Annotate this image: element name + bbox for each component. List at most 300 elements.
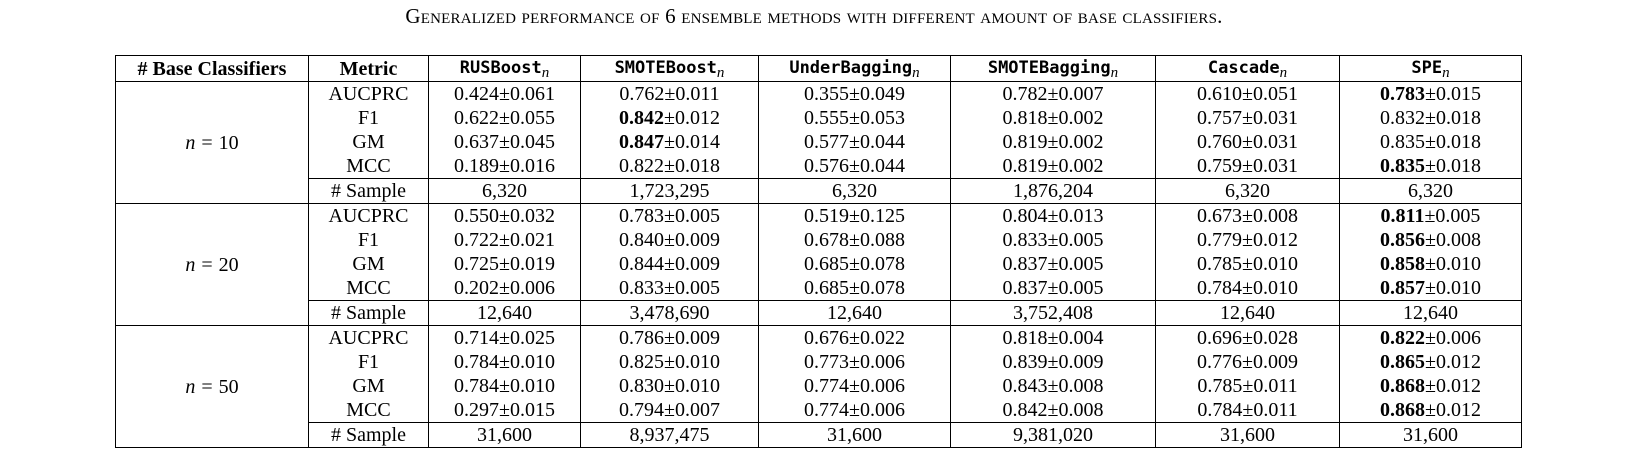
value-cell xyxy=(1340,398,1522,423)
value-cell xyxy=(581,252,759,276)
table-row xyxy=(116,154,1522,179)
value-cell xyxy=(429,374,581,398)
method-subscript: n xyxy=(716,65,725,81)
n-variable: n xyxy=(185,375,196,398)
results-table xyxy=(115,55,1522,448)
table-row xyxy=(116,276,1522,301)
value-mean: 0.774 xyxy=(804,399,849,421)
value-cell xyxy=(1340,106,1522,130)
value-cell xyxy=(951,276,1156,301)
value-mean: 0.622 xyxy=(454,107,499,129)
value-cell xyxy=(759,276,951,301)
value-std: ±0.005 xyxy=(1047,229,1104,251)
sample-value: 9,381,020 xyxy=(951,423,1156,448)
value-mean: 0.868 xyxy=(1380,375,1425,397)
value-std: ±0.004 xyxy=(1047,327,1104,349)
value-cell xyxy=(429,228,581,252)
sample-value: 12,640 xyxy=(759,301,951,326)
value-std: ±0.031 xyxy=(1242,155,1298,177)
sample-label: # Sample xyxy=(309,301,429,326)
value-std: ±0.005 xyxy=(1047,253,1104,275)
value-mean: 0.678 xyxy=(804,229,849,251)
value-cell xyxy=(1156,228,1340,252)
value-cell xyxy=(951,252,1156,276)
n-value: 50 xyxy=(218,375,239,398)
value-std: ±0.012 xyxy=(1425,399,1481,421)
value-mean: 0.839 xyxy=(1002,351,1048,373)
value-mean: 0.785 xyxy=(1197,253,1242,275)
sample-value: 6,320 xyxy=(1156,179,1340,204)
value-cell xyxy=(1156,350,1340,374)
sample-value: 31,600 xyxy=(429,423,581,448)
value-std: ±0.016 xyxy=(499,155,555,177)
value-std: ±0.011 xyxy=(1242,375,1298,397)
value-std: ±0.078 xyxy=(849,253,905,275)
value-mean: 0.822 xyxy=(619,155,664,177)
value-std: ±0.008 xyxy=(1242,205,1298,227)
value-mean: 0.786 xyxy=(619,327,664,349)
value-std: ±0.014 xyxy=(664,131,720,153)
value-std: ±0.006 xyxy=(849,351,905,373)
table-row xyxy=(116,374,1522,398)
sample-label: # Sample xyxy=(309,179,429,204)
value-cell xyxy=(951,398,1156,423)
value-mean: 0.804 xyxy=(1002,205,1048,227)
value-std: ±0.018 xyxy=(1425,155,1481,177)
value-std: ±0.002 xyxy=(1047,155,1104,177)
value-cell xyxy=(581,374,759,398)
value-cell xyxy=(1340,374,1522,398)
value-mean: 0.819 xyxy=(1002,131,1048,153)
value-std: ±0.010 xyxy=(1425,253,1481,275)
value-mean: 0.832 xyxy=(1380,107,1425,129)
table-row xyxy=(116,228,1522,252)
value-mean: 0.842 xyxy=(619,107,664,129)
metric-cell: AUCPRC xyxy=(309,204,429,229)
value-cell xyxy=(429,82,581,107)
value-cell xyxy=(581,326,759,351)
table-row xyxy=(116,350,1522,374)
value-mean: 0.833 xyxy=(1002,229,1048,251)
value-std: ±0.078 xyxy=(849,277,905,299)
method-subscript: n xyxy=(1110,65,1119,81)
header-base-classifiers: # Base Classifiers xyxy=(116,56,309,82)
value-cell xyxy=(1156,326,1340,351)
method-name: RUSBoost xyxy=(459,58,542,78)
value-cell xyxy=(429,252,581,276)
value-cell xyxy=(581,130,759,154)
value-std: ±0.006 xyxy=(849,399,905,421)
value-std: ±0.015 xyxy=(499,399,555,421)
sample-row xyxy=(116,179,1522,204)
value-cell xyxy=(1156,374,1340,398)
value-std: ±0.012 xyxy=(664,107,720,129)
value-mean: 0.825 xyxy=(619,351,664,373)
value-cell xyxy=(1340,130,1522,154)
value-mean: 0.856 xyxy=(1380,229,1425,251)
value-mean: 0.576 xyxy=(804,155,849,177)
value-mean: 0.685 xyxy=(804,277,849,299)
header-method-spe xyxy=(1340,56,1522,82)
value-std: ±0.011 xyxy=(1242,399,1298,421)
value-std: ±0.010 xyxy=(664,375,720,397)
value-std: ±0.010 xyxy=(1425,277,1481,299)
value-std: ±0.010 xyxy=(499,375,555,397)
table-row xyxy=(116,130,1522,154)
value-mean: 0.297 xyxy=(454,399,499,421)
value-cell xyxy=(1340,252,1522,276)
sample-row xyxy=(116,301,1522,326)
value-std: ±0.006 xyxy=(849,375,905,397)
caption-text: Generalized performance of 6 ensemble methods with different amount of base classifiers. xyxy=(405,4,1223,28)
value-cell xyxy=(759,398,951,423)
value-mean: 0.189 xyxy=(454,155,499,177)
value-mean: 0.784 xyxy=(454,375,499,397)
table-row xyxy=(116,398,1522,423)
table-row xyxy=(116,326,1522,351)
value-std: ±0.010 xyxy=(1242,253,1298,275)
value-mean: 0.822 xyxy=(1380,327,1425,349)
group-n-label xyxy=(116,82,309,204)
value-mean: 0.784 xyxy=(1197,399,1243,421)
value-std: ±0.010 xyxy=(664,351,720,373)
value-mean: 0.355 xyxy=(804,83,849,105)
value-mean: 0.818 xyxy=(1002,327,1048,349)
value-mean: 0.577 xyxy=(804,131,849,153)
value-std: ±0.010 xyxy=(1242,277,1298,299)
method-subscript: n xyxy=(912,65,920,81)
header-method-cascade xyxy=(1156,56,1340,82)
method-name: SMOTEBagging xyxy=(987,58,1111,78)
sample-value: 1,876,204 xyxy=(951,179,1156,204)
method-name: Cascade xyxy=(1207,58,1280,78)
sample-value: 31,600 xyxy=(1340,423,1522,448)
value-std: ±0.008 xyxy=(1047,375,1104,397)
value-cell xyxy=(581,204,759,229)
group-n-label xyxy=(116,326,309,448)
n-value: 10 xyxy=(218,131,239,154)
value-std: ±0.061 xyxy=(499,83,555,105)
value-cell xyxy=(1156,106,1340,130)
value-std: ±0.008 xyxy=(1425,229,1481,251)
value-mean: 0.844 xyxy=(619,253,664,275)
value-cell xyxy=(1340,228,1522,252)
value-cell xyxy=(759,374,951,398)
value-std: ±0.009 xyxy=(1242,351,1298,373)
value-std: ±0.007 xyxy=(664,399,720,421)
value-std: ±0.015 xyxy=(1425,83,1481,105)
value-cell xyxy=(759,326,951,351)
value-mean: 0.774 xyxy=(804,375,849,397)
value-mean: 0.865 xyxy=(1380,351,1425,373)
value-mean: 0.818 xyxy=(1002,107,1048,129)
method-subscript: n xyxy=(1442,65,1450,81)
value-cell xyxy=(1156,252,1340,276)
value-cell xyxy=(1156,154,1340,179)
value-std: ±0.012 xyxy=(1242,229,1298,251)
header-method-smoteboost xyxy=(581,56,759,82)
value-mean: 0.696 xyxy=(1197,327,1242,349)
value-mean: 0.858 xyxy=(1380,253,1425,275)
table-row xyxy=(116,252,1522,276)
sample-value: 8,937,475 xyxy=(581,423,759,448)
value-cell xyxy=(1340,276,1522,301)
sample-value: 3,478,690 xyxy=(581,301,759,326)
sample-value: 6,320 xyxy=(1340,179,1522,204)
value-std: ±0.009 xyxy=(664,327,720,349)
value-std: ±0.008 xyxy=(1047,399,1104,421)
value-cell xyxy=(1156,398,1340,423)
sample-value: 12,640 xyxy=(1340,301,1522,326)
value-mean: 0.843 xyxy=(1002,375,1048,397)
value-std: ±0.049 xyxy=(849,83,905,105)
value-std: ±0.025 xyxy=(499,327,555,349)
value-std: ±0.012 xyxy=(1425,351,1481,373)
value-std: ±0.018 xyxy=(1425,131,1481,153)
value-cell xyxy=(581,350,759,374)
value-cell xyxy=(951,82,1156,107)
header-method-smotebagging xyxy=(951,56,1156,82)
value-mean: 0.842 xyxy=(1002,399,1048,421)
value-std: ±0.005 xyxy=(1424,205,1481,227)
n-value: 20 xyxy=(218,253,239,276)
value-cell xyxy=(429,154,581,179)
metric-cell: GM xyxy=(309,252,429,276)
value-std: ±0.088 xyxy=(849,229,905,251)
value-mean: 0.714 xyxy=(454,327,499,349)
value-cell xyxy=(951,326,1156,351)
value-std: ±0.028 xyxy=(1242,327,1298,349)
value-std: ±0.125 xyxy=(849,205,905,227)
value-cell xyxy=(581,276,759,301)
value-std: ±0.009 xyxy=(664,253,720,275)
value-mean: 0.784 xyxy=(454,351,499,373)
value-cell xyxy=(1156,82,1340,107)
value-mean: 0.773 xyxy=(804,351,849,373)
value-mean: 0.760 xyxy=(1197,131,1242,153)
value-mean: 0.840 xyxy=(619,229,664,251)
value-std: ±0.010 xyxy=(499,351,555,373)
value-mean: 0.725 xyxy=(454,253,499,275)
sample-value: 6,320 xyxy=(759,179,951,204)
value-std: ±0.005 xyxy=(664,205,720,227)
value-std: ±0.007 xyxy=(1047,83,1104,105)
value-cell xyxy=(759,154,951,179)
value-std: ±0.055 xyxy=(499,107,555,129)
value-std: ±0.031 xyxy=(1242,131,1298,153)
value-mean: 0.819 xyxy=(1002,155,1048,177)
n-equals: = xyxy=(201,253,213,276)
value-cell xyxy=(759,350,951,374)
value-mean: 0.424 xyxy=(454,83,499,105)
value-std: ±0.044 xyxy=(849,155,905,177)
value-mean: 0.835 xyxy=(1380,155,1425,177)
value-cell xyxy=(429,398,581,423)
value-cell xyxy=(429,130,581,154)
value-cell xyxy=(951,130,1156,154)
value-cell xyxy=(581,82,759,107)
value-cell xyxy=(759,228,951,252)
sample-label: # Sample xyxy=(309,423,429,448)
method-name: SMOTEBoost xyxy=(614,58,717,78)
value-std: ±0.002 xyxy=(1047,107,1104,129)
metric-cell: GM xyxy=(309,130,429,154)
table-caption xyxy=(0,4,1628,29)
value-std: ±0.032 xyxy=(499,205,555,227)
n-equals: = xyxy=(201,131,213,154)
value-std: ±0.031 xyxy=(1242,107,1298,129)
value-cell xyxy=(759,82,951,107)
value-cell xyxy=(1156,130,1340,154)
method-name: SPE xyxy=(1411,58,1443,78)
sample-value: 12,640 xyxy=(1156,301,1340,326)
value-mean: 0.637 xyxy=(454,131,499,153)
value-mean: 0.759 xyxy=(1197,155,1242,177)
sample-value: 1,723,295 xyxy=(581,179,759,204)
metric-cell: AUCPRC xyxy=(309,326,429,351)
value-std: ±0.053 xyxy=(849,107,905,129)
value-cell xyxy=(759,106,951,130)
value-std: ±0.021 xyxy=(499,229,555,251)
value-std: ±0.002 xyxy=(1047,131,1104,153)
value-cell xyxy=(951,350,1156,374)
value-std: ±0.009 xyxy=(1047,351,1104,373)
value-mean: 0.776 xyxy=(1197,351,1242,373)
value-std: ±0.006 xyxy=(499,277,555,299)
group-n-label xyxy=(116,204,309,326)
value-mean: 0.555 xyxy=(804,107,849,129)
metric-cell: AUCPRC xyxy=(309,82,429,107)
value-mean: 0.202 xyxy=(454,277,499,299)
header-method-underbagging xyxy=(759,56,951,82)
value-std: ±0.013 xyxy=(1047,205,1104,227)
metric-cell: GM xyxy=(309,374,429,398)
value-cell xyxy=(429,204,581,229)
value-cell xyxy=(951,154,1156,179)
value-cell xyxy=(429,276,581,301)
value-std: ±0.019 xyxy=(499,253,555,275)
value-std: ±0.009 xyxy=(664,229,720,251)
value-mean: 0.833 xyxy=(619,277,664,299)
value-mean: 0.757 xyxy=(1197,107,1242,129)
value-mean: 0.783 xyxy=(1380,83,1425,105)
value-cell xyxy=(581,106,759,130)
value-mean: 0.685 xyxy=(804,253,849,275)
sample-row xyxy=(116,423,1522,448)
value-mean: 0.673 xyxy=(1197,205,1242,227)
metric-cell: F1 xyxy=(309,106,429,130)
value-std: ±0.022 xyxy=(849,327,905,349)
header-metric: Metric xyxy=(309,56,429,82)
sample-value: 3,752,408 xyxy=(951,301,1156,326)
value-cell xyxy=(429,106,581,130)
value-cell xyxy=(951,106,1156,130)
value-cell xyxy=(759,252,951,276)
value-mean: 0.762 xyxy=(619,83,665,105)
value-cell xyxy=(1340,154,1522,179)
value-mean: 0.868 xyxy=(1380,399,1425,421)
value-cell xyxy=(951,228,1156,252)
sample-value: 12,640 xyxy=(429,301,581,326)
value-mean: 0.782 xyxy=(1002,83,1048,105)
n-variable: n xyxy=(185,253,196,276)
value-cell xyxy=(1340,204,1522,229)
value-cell xyxy=(951,204,1156,229)
value-mean: 0.785 xyxy=(1197,375,1243,397)
value-std: ±0.006 xyxy=(1425,327,1481,349)
sample-value: 31,600 xyxy=(1156,423,1340,448)
method-subscript: n xyxy=(1279,65,1288,81)
method-name: UnderBagging xyxy=(789,58,913,78)
table-row xyxy=(116,82,1522,107)
value-std: ±0.012 xyxy=(1425,375,1481,397)
value-mean: 0.779 xyxy=(1197,229,1242,251)
value-cell xyxy=(1340,350,1522,374)
value-cell xyxy=(1340,326,1522,351)
value-cell xyxy=(1156,204,1340,229)
value-cell xyxy=(581,398,759,423)
n-variable: n xyxy=(185,131,196,154)
table-row xyxy=(116,106,1522,130)
metric-cell: MCC xyxy=(309,154,429,179)
table-row xyxy=(116,204,1522,229)
value-mean: 0.550 xyxy=(454,205,499,227)
value-cell xyxy=(951,374,1156,398)
value-mean: 0.610 xyxy=(1197,83,1242,105)
sample-value: 6,320 xyxy=(429,179,581,204)
value-mean: 0.784 xyxy=(1197,277,1242,299)
value-cell xyxy=(759,130,951,154)
table-body xyxy=(116,82,1522,448)
value-mean: 0.837 xyxy=(1002,253,1048,275)
value-cell xyxy=(1340,82,1522,107)
n-equals: = xyxy=(201,375,213,398)
value-mean: 0.676 xyxy=(804,327,849,349)
value-mean: 0.835 xyxy=(1380,131,1425,153)
value-mean: 0.811 xyxy=(1380,205,1425,227)
value-std: ±0.044 xyxy=(849,131,905,153)
value-std: ±0.005 xyxy=(1047,277,1104,299)
header-row xyxy=(116,56,1522,82)
value-mean: 0.783 xyxy=(619,205,664,227)
sample-value: 31,600 xyxy=(759,423,951,448)
value-mean: 0.519 xyxy=(804,205,849,227)
metric-cell: F1 xyxy=(309,228,429,252)
value-std: ±0.011 xyxy=(664,83,720,105)
value-cell xyxy=(759,204,951,229)
value-cell xyxy=(581,154,759,179)
metric-cell: F1 xyxy=(309,350,429,374)
value-cell xyxy=(429,350,581,374)
value-mean: 0.722 xyxy=(454,229,499,251)
value-cell xyxy=(429,326,581,351)
metric-cell: MCC xyxy=(309,398,429,423)
metric-cell: MCC xyxy=(309,276,429,301)
value-cell xyxy=(1156,276,1340,301)
value-mean: 0.857 xyxy=(1380,277,1425,299)
value-std: ±0.005 xyxy=(664,277,720,299)
value-std: ±0.045 xyxy=(499,131,555,153)
value-std: ±0.018 xyxy=(1425,107,1481,129)
value-mean: 0.837 xyxy=(1002,277,1048,299)
value-mean: 0.794 xyxy=(619,399,664,421)
value-cell xyxy=(581,228,759,252)
method-subscript: n xyxy=(541,65,550,81)
value-mean: 0.830 xyxy=(619,375,664,397)
value-std: ±0.051 xyxy=(1242,83,1298,105)
value-std: ±0.018 xyxy=(664,155,720,177)
value-mean: 0.847 xyxy=(619,131,664,153)
